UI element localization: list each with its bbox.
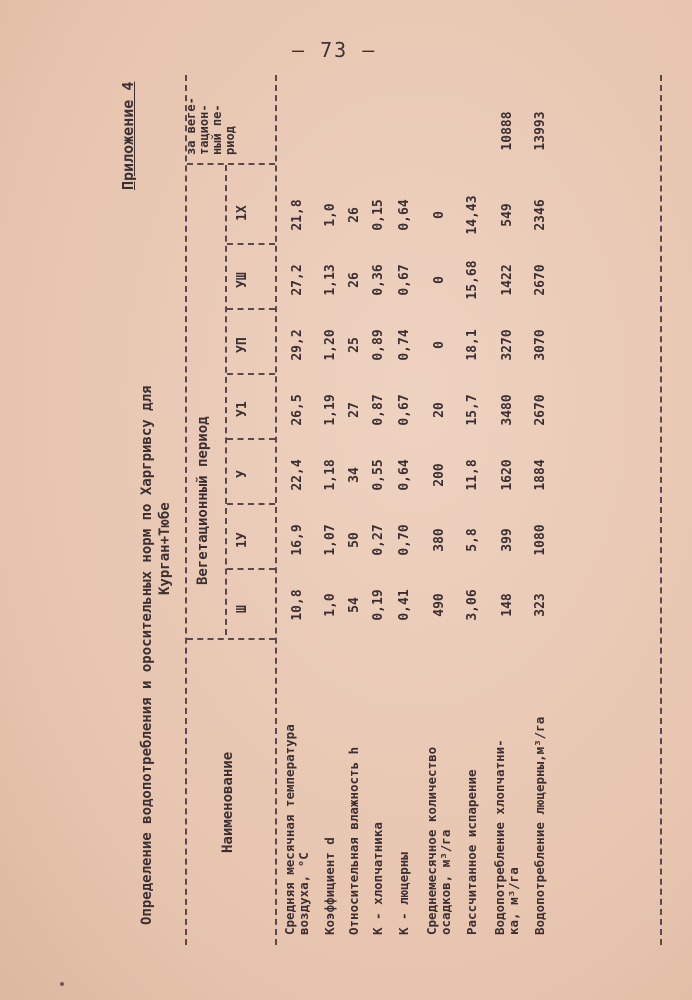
header-divider — [187, 638, 275, 640]
page-number: — 73 — — [292, 38, 377, 62]
month-header: 1Х — [235, 205, 250, 221]
table-cell: 3270 — [500, 329, 515, 361]
table-cell: 14,43 — [465, 195, 480, 235]
table-cell: 0 — [432, 211, 447, 219]
table-cell: 22,4 — [290, 459, 305, 491]
table-cell: 26 — [347, 272, 362, 288]
table-cell: 2670 — [533, 394, 548, 426]
table-cell: 20 — [432, 402, 447, 418]
month-header: 1У — [235, 532, 250, 548]
table-cell: 0,87 — [371, 394, 386, 426]
table-cell: 0,67 — [397, 264, 412, 296]
table-title-line1: Определение водопотребления и оросительных норм по Харгривсу для — [139, 385, 155, 925]
table-cell: 54 — [347, 597, 362, 613]
table-cell: 0,67 — [397, 394, 412, 426]
month-header: У1 — [235, 401, 250, 417]
table-cell: 0,41 — [397, 589, 412, 621]
table-cell: 10888 — [500, 111, 515, 151]
row-label: Среднемесячное количество — [424, 746, 439, 935]
table-title-line2: Курган+Тюбе — [157, 502, 173, 595]
total-header-line: риод — [223, 126, 237, 155]
table-cell: 200 — [432, 463, 447, 487]
header-divider — [227, 308, 275, 310]
table-cell: 0,89 — [371, 329, 386, 361]
table-cell: 34 — [347, 467, 362, 483]
header-bottom-border — [275, 75, 277, 945]
table-cell: 27,2 — [290, 264, 305, 296]
table-cell: 2346 — [533, 199, 548, 231]
table-cell: 11,8 — [465, 459, 480, 491]
page-speck — [60, 982, 64, 986]
month-header: Ш — [235, 605, 250, 613]
table-cell: 323 — [533, 593, 548, 617]
table-cell: 0,74 — [397, 329, 412, 361]
header-divider — [227, 373, 275, 375]
appendix-label: Приложение 4 — [119, 81, 137, 190]
table-cell: 10,8 — [290, 589, 305, 621]
row-label: К - люцерны — [396, 852, 411, 935]
table-cell: 0 — [432, 276, 447, 284]
total-header-line: за веге- — [184, 97, 198, 155]
table-cell: 1,20 — [323, 329, 338, 361]
total-header-line: тацион- — [197, 104, 211, 155]
total-period-header — [185, 97, 237, 155]
table-cell: 18,1 — [465, 329, 480, 361]
row-label: Коэффициент d — [322, 837, 337, 935]
table-cell: 549 — [500, 203, 515, 227]
table-cell: 380 — [432, 528, 447, 552]
table-cell: 3070 — [533, 329, 548, 361]
month-header: УШ — [235, 272, 250, 288]
table-cell: 25 — [347, 337, 362, 353]
table-cell: 26,5 — [290, 394, 305, 426]
table-cell: 5,8 — [465, 528, 480, 552]
table-cell: 16,9 — [290, 524, 305, 556]
table-cell: 0,15 — [371, 199, 386, 231]
table-cell: 1422 — [500, 264, 515, 296]
table-cell: 21,8 — [290, 199, 305, 231]
row-label: К - хлопчатника — [370, 822, 385, 935]
table-cell: 0 — [432, 341, 447, 349]
table-cell: 1,13 — [323, 264, 338, 296]
table-cell: 15,7 — [465, 394, 480, 426]
table-cell: 0,64 — [397, 459, 412, 491]
table-cell: 1620 — [500, 459, 515, 491]
table-cell: 399 — [500, 528, 515, 552]
table-cell: 13993 — [533, 111, 548, 151]
table-cell: 26 — [347, 207, 362, 223]
row-label: Водопотребление люцерны,м³/га — [532, 716, 547, 935]
header-divider — [187, 163, 275, 165]
table-cell: 0,36 — [371, 264, 386, 296]
table-cell: 0,27 — [371, 524, 386, 556]
table-cell: 27 — [347, 402, 362, 418]
total-header-line: ный пе- — [210, 104, 224, 155]
row-label: Водопотребление хлопчатни- — [492, 739, 507, 935]
vegetation-header-border — [225, 165, 227, 635]
table-cell: 1,0 — [323, 203, 338, 227]
name-column-header: Наименование — [220, 751, 236, 853]
table-cell: 490 — [432, 593, 447, 617]
table-cell: 1,19 — [323, 394, 338, 426]
row-label: Относительная влажность h — [346, 746, 361, 935]
row-label: осадков, м³/га — [438, 829, 453, 935]
row-label: Рассчитанное испарение — [464, 769, 479, 935]
table-cell: 3,06 — [465, 589, 480, 621]
table-cell: 1,07 — [323, 524, 338, 556]
table-cell: 3480 — [500, 394, 515, 426]
row-label: ка, м³/га — [506, 867, 521, 935]
header-divider — [227, 438, 275, 440]
month-header: УП — [235, 337, 250, 353]
row-label: Средняя месячная температура — [282, 724, 297, 935]
rotated-table-area — [115, 65, 675, 965]
table-cell: 1884 — [533, 459, 548, 491]
table-cell: 50 — [347, 532, 362, 548]
table-cell: 2670 — [533, 264, 548, 296]
vegetation-period-header: Вегетационный период — [195, 416, 211, 585]
table-cell: 0,70 — [397, 524, 412, 556]
header-divider — [227, 568, 275, 570]
table-cell: 0,19 — [371, 589, 386, 621]
table-bottom-border — [660, 75, 662, 945]
row-label: воздуха, °С — [296, 852, 311, 935]
table-cell: 0,55 — [371, 459, 386, 491]
header-divider — [227, 243, 275, 245]
table-top-border — [185, 75, 187, 945]
landscape-content — [115, 65, 675, 965]
table-cell: 1,0 — [323, 593, 338, 617]
header-divider — [227, 503, 275, 505]
month-header: У — [235, 470, 250, 478]
table-cell: 0,64 — [397, 199, 412, 231]
table-cell: 1,18 — [323, 459, 338, 491]
table-cell: 29,2 — [290, 329, 305, 361]
table-cell: 15,68 — [465, 260, 480, 300]
table-cell: 1080 — [533, 524, 548, 556]
table-cell: 148 — [500, 593, 515, 617]
